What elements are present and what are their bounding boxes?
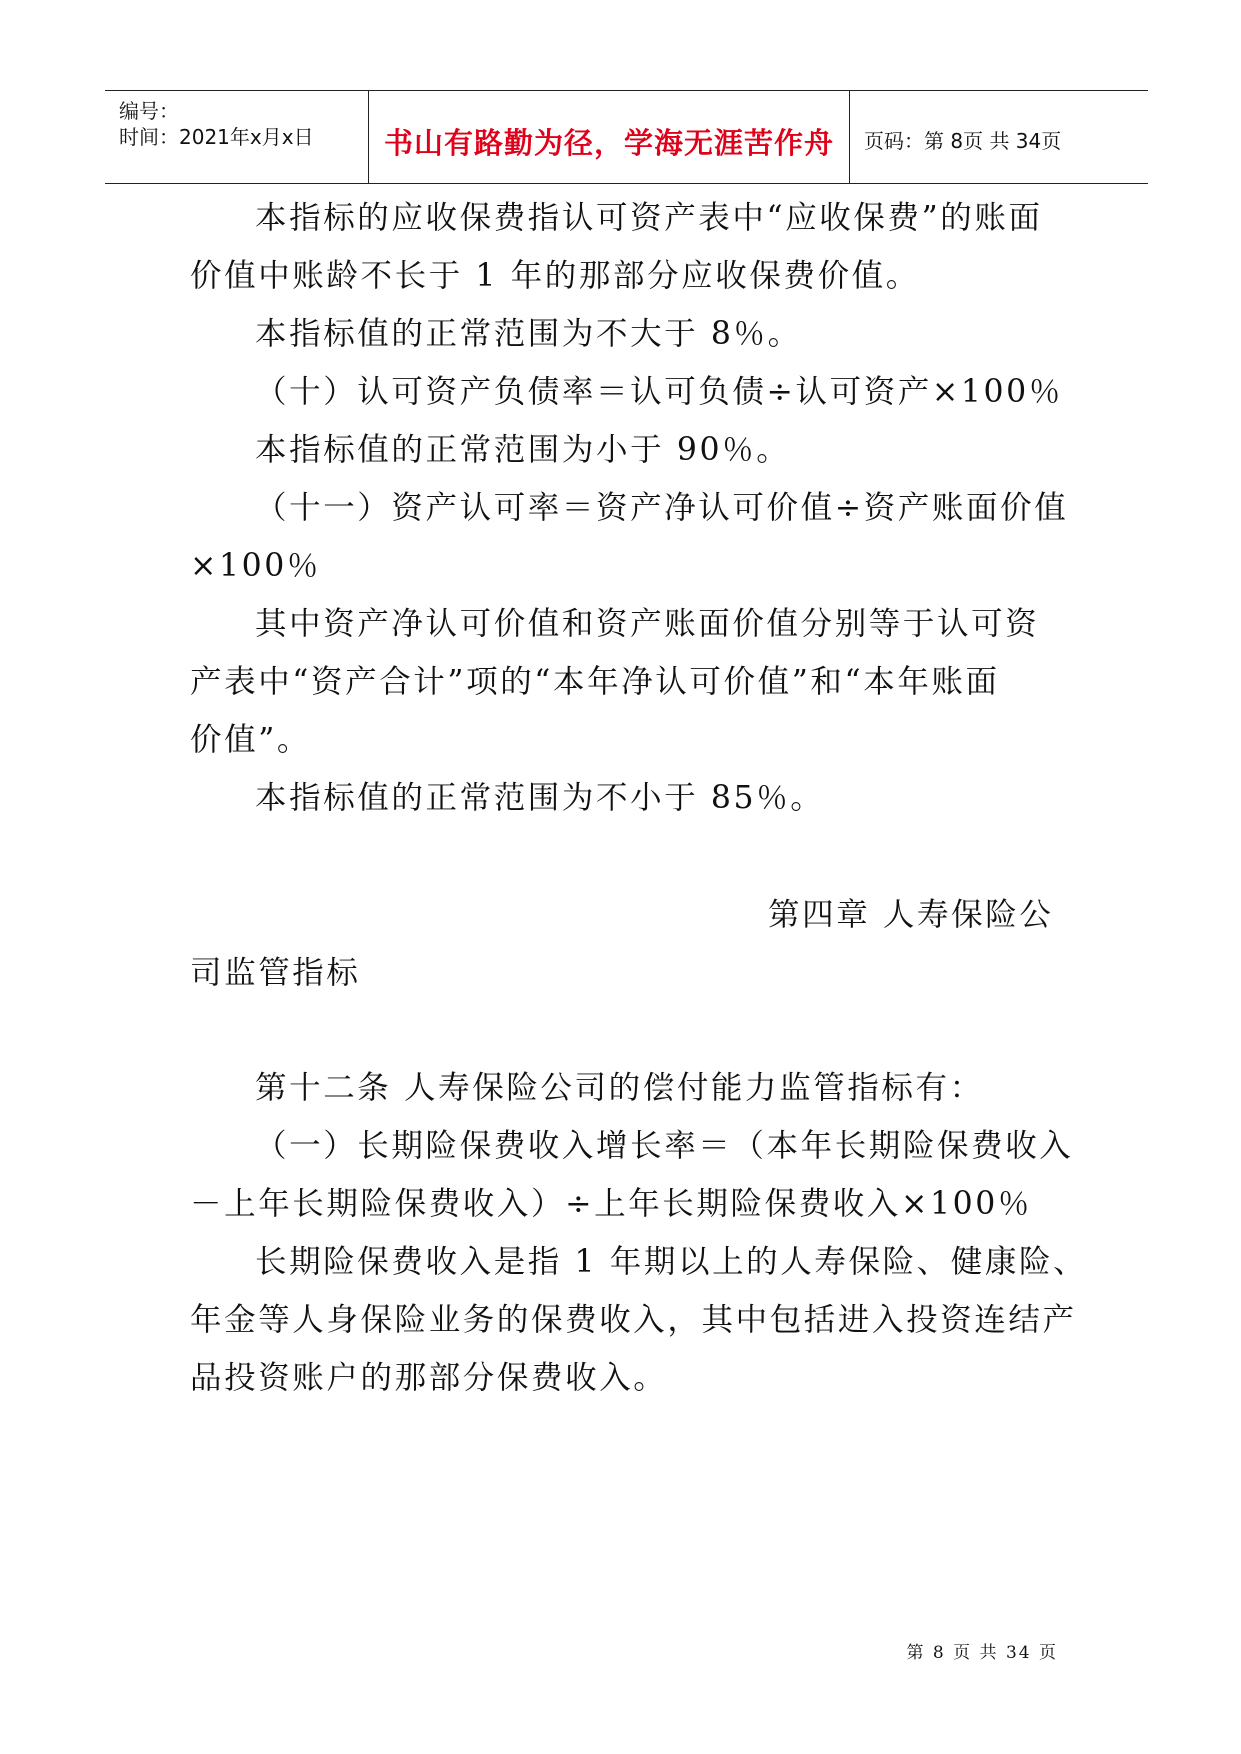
page-header (105, 90, 1148, 184)
body-line: 本指标值的正常范围为小于 90％。 (255, 432, 791, 468)
body-line: 长期险保费收入是指 1 年期以上的人寿保险、健康险、 (255, 1244, 1088, 1280)
body-line: 年金等人身保险业务的保费收入，其中包括进入投资连结产 (190, 1302, 1077, 1338)
header-motto: 书山有路勤为径，学海无涯苦作舟 (383, 126, 834, 160)
body-line: 产表中“资产合计”项的“本年净认可价值”和“本年账面 (190, 664, 1000, 700)
header-page-cell (850, 91, 1148, 183)
chapter-heading-continued: 司监管指标 (190, 955, 361, 991)
body-line: 本指标的应收保费指认可资产表中“应收保费”的账面 (255, 200, 1043, 236)
chapter-heading: 第四章 人寿保险公 (768, 897, 1054, 933)
header-motto-cell (369, 91, 850, 183)
header-page-number: 页码：第 8页 共 34页 (864, 129, 1062, 153)
body-line: 价值中账龄不长于 1 年的那部分应收保费价值。 (190, 258, 920, 294)
body-line: （十一）资产认可率＝资产净认可价值÷资产账面价值 (255, 490, 1069, 526)
body-line: ×100％ (190, 548, 322, 584)
body-line: 其中资产净认可价值和资产账面价值分别等于认可资 (255, 606, 1040, 642)
body-line: 价值”。 (190, 722, 312, 758)
body-line: （一）长期险保费收入增长率＝（本年长期险保费收入 (255, 1128, 1074, 1164)
header-meta-cell (105, 91, 369, 183)
body-line: 品投资账户的那部分保费收入。 (190, 1360, 668, 1396)
document-number-label: 编号： (119, 99, 179, 123)
article-heading: 第十二条 人寿保险公司的偿付能力监管指标有： (255, 1070, 984, 1106)
body-line: －上年长期险保费收入）÷上年长期险保费收入×100％ (190, 1186, 1033, 1222)
document-time-label: 时间：2021年x月x日 (119, 125, 314, 149)
footer-page-number: 第 8 页 共 34 页 (906, 1643, 1058, 1663)
body-line: 本指标值的正常范围为不小于 85％。 (255, 780, 825, 816)
body-line: 本指标值的正常范围为不大于 8％。 (255, 316, 802, 352)
body-line: （十）认可资产负债率＝认可负债÷认可资产×100％ (255, 374, 1063, 410)
